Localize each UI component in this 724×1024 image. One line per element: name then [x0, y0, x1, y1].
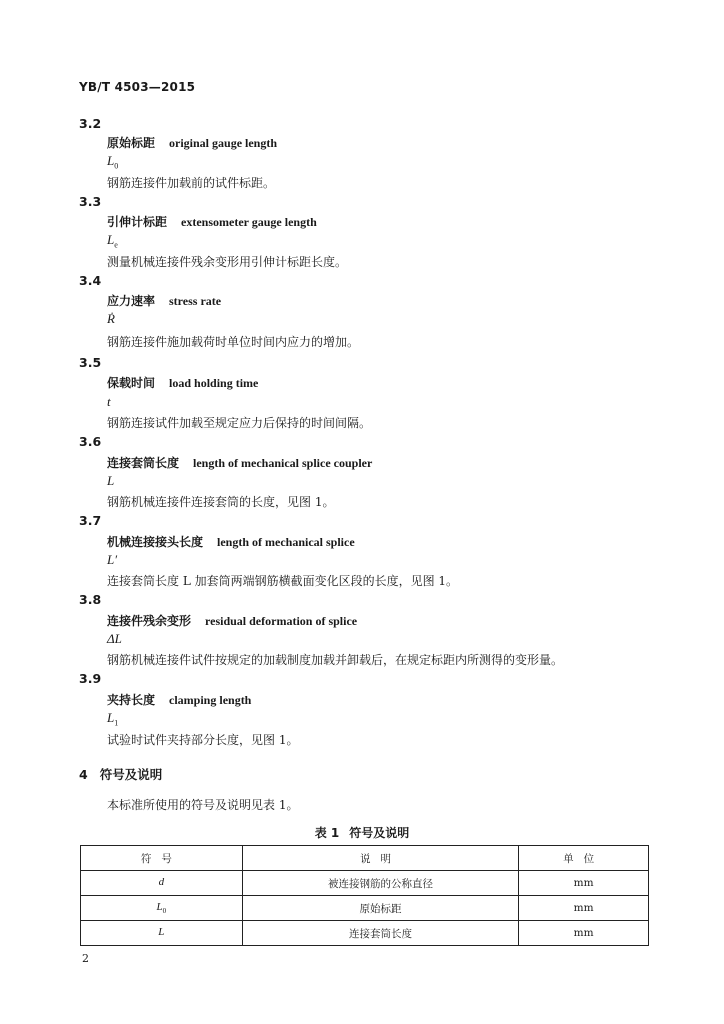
clause-number: 3.7	[79, 513, 102, 528]
term-zh: 连接套筒长度	[107, 456, 180, 470]
clause-number: 3.8	[79, 592, 102, 607]
cell-unit: mm	[519, 871, 649, 896]
term-definition: 连接套筒长度 L 加套筒两端钢筋横截面变化区段的长度，见图 1。	[107, 574, 459, 588]
term-en: stress rate	[169, 294, 222, 308]
term-zh: 夹持长度	[107, 693, 156, 707]
term-definition: 钢筋连接试件加载至规定应力后保持的时间间隔。	[107, 416, 372, 430]
clause-number: 3.9	[79, 671, 102, 686]
term-symbol: ΔL	[107, 631, 122, 646]
term-heading	[107, 691, 251, 708]
term-symbol: $L_1$	[107, 710, 119, 728]
table-caption	[0, 824, 724, 841]
term-en: original gauge length	[169, 136, 278, 150]
term-heading	[107, 374, 258, 391]
term-definition: 钢筋连接件加载前的试件标距。	[107, 176, 276, 190]
term-definition: 钢筋机械连接件试件按规定的加载制度加载并卸载后，在规定标距内所测得的变形量。	[107, 653, 564, 667]
term-zh: 引伸计标距	[107, 215, 168, 229]
term-definition: 测量机械连接件残余变形用引伸计标距长度。	[107, 255, 348, 269]
term-heading	[107, 533, 355, 550]
section-heading	[79, 765, 162, 783]
standard-code-header: YB/T 4503—2015	[79, 80, 196, 94]
table-row	[81, 871, 649, 896]
term-zh: 原始标距	[107, 136, 156, 150]
cell-symbol: L	[81, 921, 243, 946]
term-en: residual deformation of splice	[205, 614, 358, 628]
term-definition: 钢筋连接件施加载荷时单位时间内应力的增加。	[107, 335, 360, 349]
term-heading	[107, 454, 372, 471]
cell-symbol: d	[81, 871, 243, 896]
term-zh: 机械连接接头长度	[107, 535, 204, 549]
table-caption-number: 表 1	[314, 826, 340, 840]
cell-description: 原始标距	[242, 896, 518, 921]
clause-number: 3.3	[79, 194, 102, 209]
term-symbol: L′	[107, 552, 118, 567]
page-number: 2	[82, 952, 89, 965]
cell-unit: mm	[519, 896, 649, 921]
term-en: extensometer gauge length	[181, 215, 317, 229]
cell-description: 连接套筒长度	[242, 921, 518, 946]
term-definition: 钢筋机械连接件连接套筒的长度，见图 1。	[107, 495, 335, 509]
cell-description: 被连接钢筋的公称直径	[242, 871, 518, 896]
term-zh: 连接件残余变形	[107, 614, 192, 628]
term-en: length of mechanical splice	[217, 535, 355, 549]
column-header-symbol: 符号	[81, 846, 243, 871]
term-en: clamping length	[169, 693, 252, 707]
term-symbol: Ṙ	[107, 311, 115, 326]
section-intro: 本标准所使用的符号及说明见表 1。	[107, 798, 299, 812]
term-symbol: $L_e$	[107, 232, 118, 250]
term-symbol: $L_0$	[107, 153, 119, 171]
term-definition: 试验时试件夹持部分长度，见图 1。	[107, 733, 299, 747]
table-caption-title: 符号及说明	[349, 826, 410, 840]
column-header-description: 说明	[242, 846, 518, 871]
term-heading	[107, 612, 357, 629]
clause-number: 3.2	[79, 116, 102, 131]
section-number: 4	[79, 767, 88, 782]
term-heading	[107, 134, 277, 151]
term-zh: 应力速率	[107, 294, 156, 308]
term-heading	[107, 292, 221, 309]
term-en: length of mechanical splice coupler	[193, 456, 373, 470]
term-symbol: t	[107, 394, 111, 409]
term-en: load holding time	[169, 376, 259, 390]
clause-number: 3.5	[79, 355, 102, 370]
symbols-table	[80, 845, 649, 946]
clause-number: 3.4	[79, 273, 102, 288]
table-row	[81, 921, 649, 946]
table-header-row	[81, 846, 649, 871]
section-title: 符号及说明	[99, 767, 163, 782]
table-row	[81, 896, 649, 921]
term-heading	[107, 213, 317, 230]
clause-number: 3.6	[79, 434, 102, 449]
cell-unit: mm	[519, 921, 649, 946]
term-zh: 保载时间	[107, 376, 156, 390]
term-symbol: L	[107, 473, 115, 488]
cell-symbol: $L_0$	[81, 896, 243, 921]
column-header-unit: 单位	[519, 846, 649, 871]
